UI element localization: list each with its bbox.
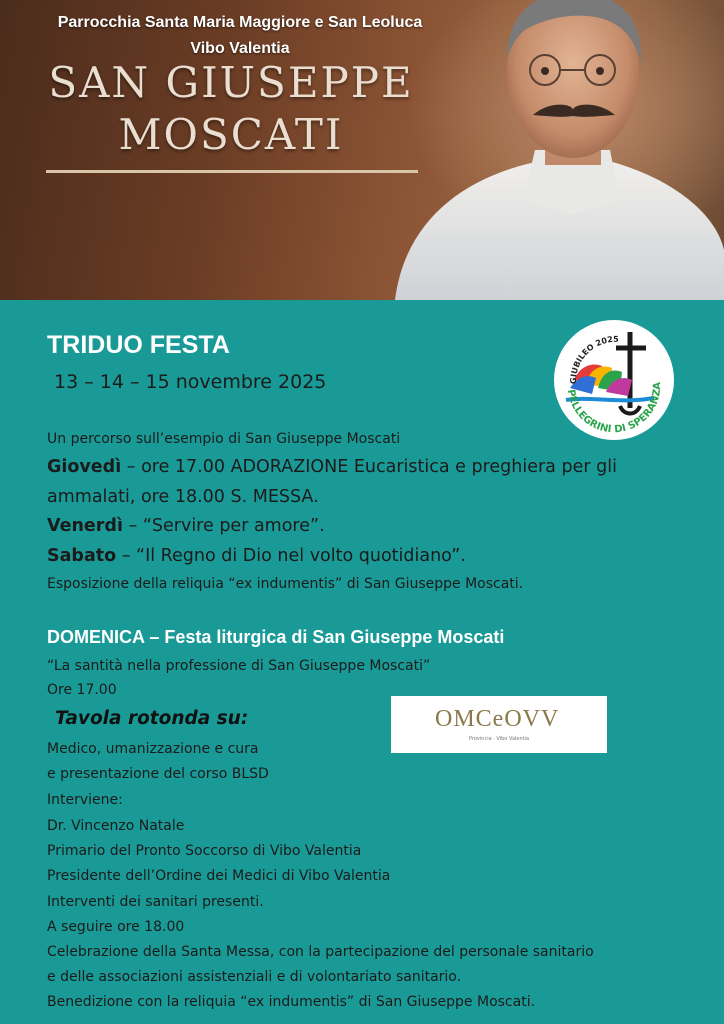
- domenica-line: Primario del Pronto Soccorso di Vibo Valentia: [47, 843, 362, 859]
- triduo-intro: Un percorso sull’esempio di San Giuseppe Moscati: [47, 431, 401, 447]
- domenica-line: Interventi dei sanitari presenti.: [47, 894, 264, 910]
- parish-name: Parrocchia Santa Maria Maggiore e San Leoluca: [57, 14, 423, 31]
- domenica-title: DOMENICA – Festa liturgica di San Giuseppe Moscati: [47, 627, 505, 647]
- omceo-wordmark: OMCeOVV: [435, 706, 560, 732]
- domenica-line: Interviene:: [47, 792, 123, 808]
- sabato-label: Sabato: [47, 546, 117, 566]
- venerdi-line: [47, 516, 325, 536]
- domenica-subtitle: “La santità nella professione di San Giuseppe Moscati”: [47, 658, 431, 674]
- domenica-line: Benedizione con la reliquia “ex indumentis” di San Giuseppe Moscati.: [47, 994, 536, 1010]
- giovedi-line2: ammalati, ore 18.00 S. MESSA.: [47, 487, 319, 507]
- parish-city: Vibo Valentia: [190, 40, 290, 57]
- domenica-line: e delle associazioni assistenziali e di volontariato sanitario.: [47, 969, 462, 985]
- giubileo-bottom-text: PELLEGRINI DI SPERANZA: [564, 381, 664, 436]
- venerdi-label: Venerdì: [47, 516, 123, 536]
- title-underline: [46, 170, 418, 173]
- giovedi-text: – ore 17.00 ADORAZIONE Eucaristica e preghiera per gli: [121, 457, 617, 477]
- omceo-logo-graphic: [391, 696, 607, 753]
- domenica-line: Dr. Vincenzo Natale: [47, 818, 185, 834]
- esposizione-line: Esposizione della reliquia “ex indumentis” di San Giuseppe Moscati.: [47, 576, 524, 592]
- omceo-subtitle: Provincia · Vibo Valentia: [469, 736, 530, 742]
- header-banner: [0, 0, 724, 300]
- giubileo-logo: [550, 318, 678, 442]
- saint-title-line1: SAN GIUSEPPE: [48, 58, 414, 107]
- saint-title-line2: MOSCATI: [118, 110, 344, 159]
- domenica-line: Celebrazione della Santa Messa, con la partecipazione del personale sanitario: [47, 944, 594, 960]
- triduo-title: TRIDUO FESTA: [47, 331, 230, 359]
- domenica-line: A seguire ore 18.00: [47, 919, 185, 935]
- domenica-line: Medico, umanizzazione e cura: [47, 741, 259, 757]
- domenica-line: e presentazione del corso BLSD: [47, 766, 269, 782]
- sabato-text: – “Il Regno di Dio nel volto quotidiano”.: [116, 546, 466, 566]
- domenica-line: Presidente dell’Ordine dei Medici di Vibo Valentia: [47, 868, 391, 884]
- giovedi-label: Giovedì: [47, 457, 122, 477]
- giubileo-top-text: GIUBILEO 2025: [568, 334, 619, 385]
- giovedi-line: [47, 457, 617, 477]
- tavola-rotonda-title: Tavola rotonda su:: [55, 708, 249, 729]
- domenica-ore: Ore 17.00: [47, 682, 117, 698]
- venerdi-text: – “Servire per amore”.: [122, 516, 325, 536]
- triduo-dates: 13 – 14 – 15 novembre 2025: [54, 371, 327, 393]
- omceo-logo: [391, 696, 607, 753]
- sabato-line: [47, 546, 466, 566]
